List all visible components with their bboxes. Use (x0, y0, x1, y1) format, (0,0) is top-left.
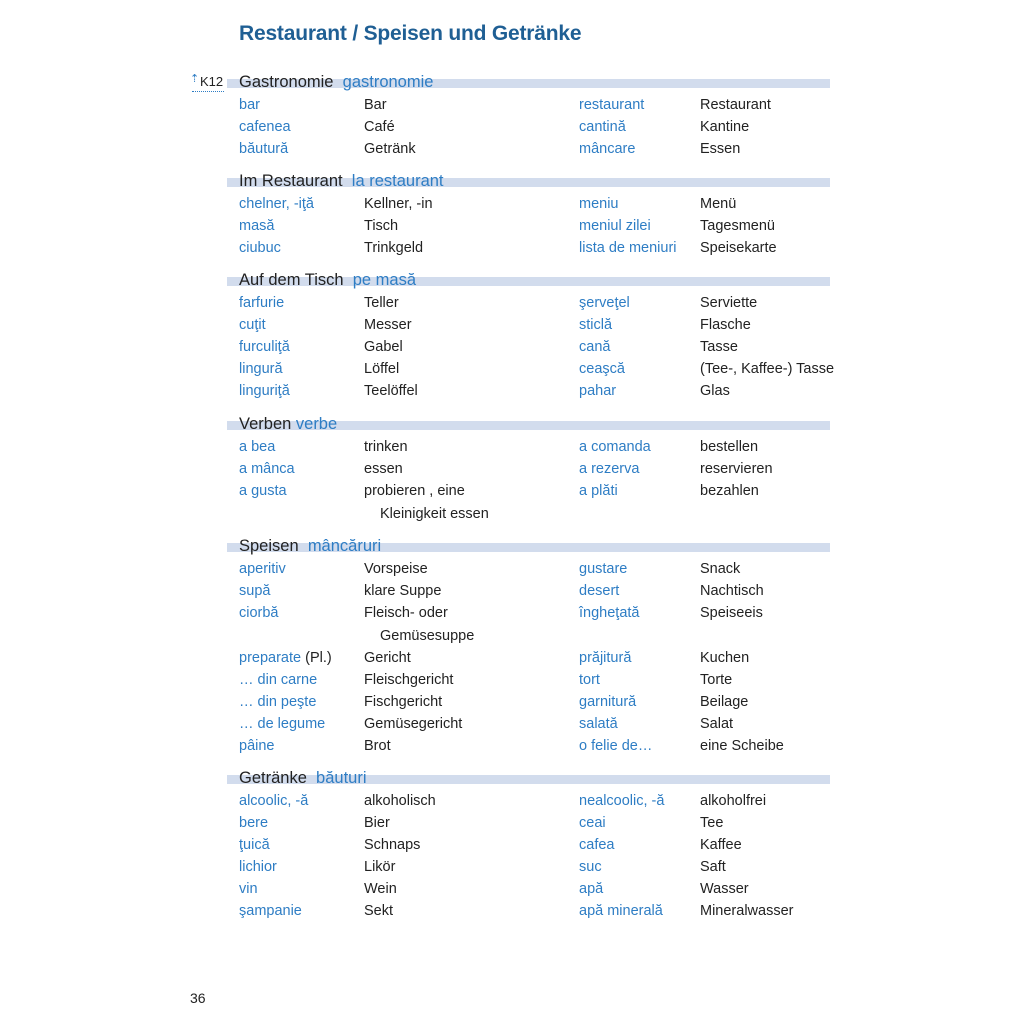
term-ro: băutură (239, 141, 289, 157)
term-de: Gericht (364, 650, 411, 666)
term-ro: ciubuc (239, 240, 281, 256)
term-ro: cantină (579, 119, 626, 135)
term-de: alkoholfrei (700, 793, 767, 809)
term-ro: tort (579, 672, 600, 688)
term-ro: pahar (579, 383, 617, 399)
term-de-continuation: Gemüsesuppe (380, 628, 475, 644)
term-ro: a rezerva (579, 461, 640, 477)
term-de: Torte (700, 672, 733, 688)
section-heading-ro: pe masă (352, 271, 417, 289)
section-heading (239, 72, 433, 92)
term-de: Saft (700, 859, 726, 875)
term-de: klare Suppe (364, 583, 442, 599)
term-de: Bar (364, 97, 387, 113)
section-heading-de: Gastronomie (239, 73, 334, 91)
term-de: bezahlen (700, 483, 759, 499)
term-de-continuation: Kleinigkeit essen (380, 506, 489, 522)
term-de: Salat (700, 716, 734, 732)
term-ro: a bea (239, 439, 276, 455)
term-ro: cafenea (239, 119, 291, 135)
term-ro: a gusta (239, 483, 287, 499)
term-de: Kuchen (700, 650, 750, 666)
section-heading-de: Auf dem Tisch (239, 271, 344, 289)
term-ro: apă minerală (579, 903, 663, 919)
term-de: Vorspeise (364, 561, 428, 577)
term-de: (Tee-, Kaffee-) Tasse (700, 361, 835, 377)
term-de: Restaurant (700, 97, 771, 113)
term-ro: cafea (579, 837, 615, 853)
term-de: Trinkgeld (364, 240, 424, 256)
term-ro: linguriţă (239, 383, 290, 399)
term-ro: desert (579, 583, 620, 599)
term-de: Nachtisch (700, 583, 764, 599)
term-ro: alcoolic, -ă (239, 793, 309, 809)
term-de: Speiseeis (700, 605, 763, 621)
term-ro: o felie de… (579, 738, 653, 754)
term-ro: ceai (579, 815, 606, 831)
term-de: Speisekarte (700, 240, 777, 256)
term-de: Tee (700, 815, 724, 831)
section-heading (239, 270, 416, 290)
term-de: Kellner, -in (364, 196, 433, 212)
section-heading-de: Im Restaurant (239, 172, 343, 190)
term-ro: lichior (239, 859, 277, 875)
section-heading (239, 171, 444, 191)
term-ro: şerveţel (579, 295, 630, 311)
term-ro: ţuică (239, 837, 270, 853)
term-ro: … din peşte (239, 694, 317, 710)
term-ro: garnitură (579, 694, 637, 710)
term-ro: aperitiv (239, 561, 286, 577)
section-heading-de: Verben (239, 415, 292, 433)
section-heading (239, 414, 337, 434)
term-ro: furculiţă (239, 339, 290, 355)
arrow-up-icon: ⇡ (190, 72, 200, 85)
term-ro: restaurant (579, 97, 645, 113)
term-de: Likör (364, 859, 396, 875)
term-de: Tisch (364, 218, 399, 234)
term-ro: apă (579, 881, 604, 897)
term-ro: ciorbă (239, 605, 279, 621)
section-heading (239, 536, 381, 556)
term-de: essen (364, 461, 403, 477)
term-ro: salată (579, 716, 618, 732)
term-de: reservieren (700, 461, 773, 477)
term-ro: mâncare (579, 141, 636, 157)
term-ro: bere (239, 815, 269, 831)
term-de: Bier (364, 815, 390, 831)
term-de: Teller (364, 295, 399, 311)
term-ro: meniul zilei (579, 218, 651, 234)
term-de: Café (364, 119, 395, 135)
term-ro (239, 647, 332, 669)
term-de: Getränk (364, 141, 416, 157)
term-ro: cuţit (239, 317, 266, 333)
term-ro: nealcoolic, -ă (579, 793, 665, 809)
page-title: Restaurant / Speisen und Getränke (239, 22, 582, 45)
term-ro: lista de meniuri (579, 240, 677, 256)
term-de: Essen (700, 141, 741, 157)
term-de: Beilage (700, 694, 749, 710)
section-heading-ro: verbe (295, 415, 338, 433)
chapter-badge[interactable] (192, 74, 224, 92)
term-de: alkoholisch (364, 793, 436, 809)
term-ro: meniu (579, 196, 619, 212)
term-de: Wasser (700, 881, 749, 897)
section-heading-de: Getränke (239, 769, 307, 787)
term-ro: prăjitură (579, 650, 632, 666)
term-de: Wein (364, 881, 397, 897)
term-de: Schnaps (364, 837, 421, 853)
term-de: Löffel (364, 361, 400, 377)
term-ro: chelner, -iţă (239, 196, 314, 212)
term-ro: bar (239, 97, 260, 113)
term-ro: vin (239, 881, 258, 897)
term-ro: … din carne (239, 672, 318, 688)
term-de: Tasse (700, 339, 738, 355)
term-de: eine Scheibe (700, 738, 784, 754)
term-de: Serviette (700, 295, 758, 311)
term-de: Mineralwasser (700, 903, 794, 919)
term-de: Fleischgericht (364, 672, 454, 688)
term-de: Glas (700, 383, 730, 399)
term-de: Menü (700, 196, 737, 212)
term-ro: masă (239, 218, 275, 234)
section-heading-ro: la restaurant (351, 172, 444, 190)
term-de: Kantine (700, 119, 750, 135)
term-ro: farfurie (239, 295, 285, 311)
grammar-note: (Pl.) (305, 650, 332, 666)
term-de: Tagesmenü (700, 218, 775, 234)
term-ro: … de legume (239, 716, 326, 732)
term-de: Fleisch- oder (364, 605, 448, 621)
page-number: 36 (190, 990, 206, 1006)
term-de: probieren , eine (364, 483, 465, 499)
term-ro: a comanda (579, 439, 651, 455)
term-de: Teelöffel (364, 383, 418, 399)
term-de: trinken (364, 439, 408, 455)
term-ro: pâine (239, 738, 275, 754)
term-de: bestellen (700, 439, 759, 455)
term-de: Gabel (364, 339, 403, 355)
term-ro: a mânca (239, 461, 295, 477)
chapter-badge-label: K12 (200, 74, 224, 89)
term-ro: gustare (579, 561, 628, 577)
term-de: Snack (700, 561, 741, 577)
term-ro: supă (239, 583, 271, 599)
term-ro-text: preparate (239, 650, 302, 666)
term-de: Brot (364, 738, 391, 754)
term-de: Messer (364, 317, 412, 333)
term-ro: îngheţată (579, 605, 640, 621)
section-heading (239, 768, 367, 788)
term-ro: sticlă (579, 317, 613, 333)
term-ro: ceaşcă (579, 361, 625, 377)
section-heading-ro: băuturi (316, 769, 367, 787)
section-heading-ro: gastronomie (342, 73, 434, 91)
term-de: Sekt (364, 903, 394, 919)
term-ro: suc (579, 859, 602, 875)
term-ro: a plăti (579, 483, 618, 499)
term-de: Flasche (700, 317, 751, 333)
term-ro: şampanie (239, 903, 302, 919)
term-de: Gemüsegericht (364, 716, 463, 732)
term-de: Fischgericht (364, 694, 443, 710)
section-heading-ro: mâncăruri (307, 537, 382, 555)
term-de: Kaffee (700, 837, 742, 853)
section-heading-de: Speisen (239, 537, 299, 555)
term-ro: lingură (239, 361, 283, 377)
term-ro: cană (579, 339, 611, 355)
